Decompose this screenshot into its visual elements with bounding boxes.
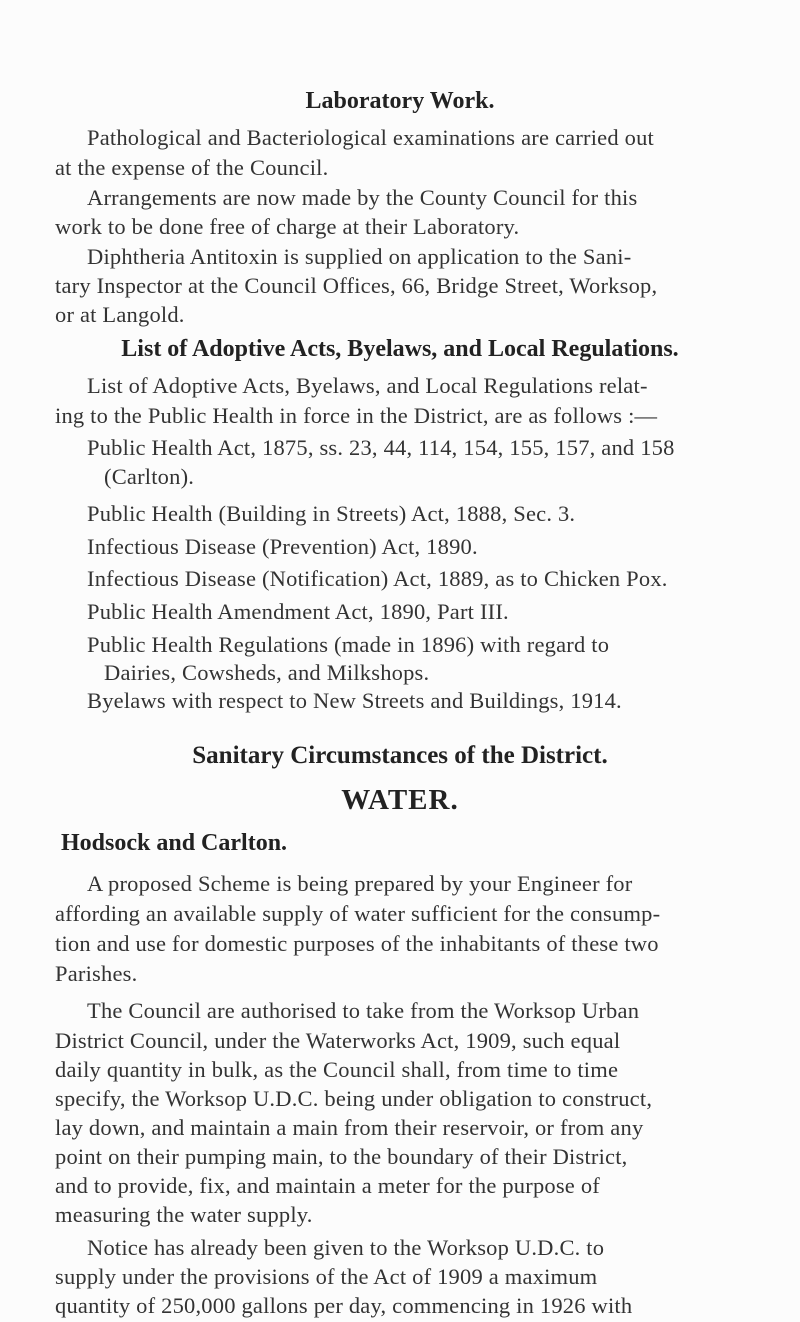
water-para2-line4: specify, the Worksop U.D.C. being under obligation to construct, xyxy=(55,1086,653,1111)
water-para1-line3: tion and use for domestic purposes of the inhabitants of these two xyxy=(55,931,659,956)
lab-para3-line1: Diphtheria Antitoxin is supplied on application to the Sani- xyxy=(87,244,632,269)
act-item-6-line1: Public Health Regulations (made in 1896) with regard to xyxy=(87,632,610,657)
lab-para2-line1: Arrangements are now made by the County Council for this xyxy=(87,185,638,210)
water-para2-line5: lay down, and maintain a main from their reservoir, or from any xyxy=(55,1115,644,1140)
water-para2-line6: point on their pumping main, to the boundary of their District, xyxy=(55,1144,628,1169)
acts-intro-line1: List of Adoptive Acts, Byelaws, and Local Regulations relat- xyxy=(87,373,648,398)
water-para3-line2: supply under the provisions of the Act of 1909 a maximum xyxy=(55,1264,598,1289)
lab-para3-line3: or at Langold. xyxy=(55,302,185,327)
water-para1-line2: affording an available supply of water sufficient for the consump- xyxy=(55,901,661,926)
water-para2-line8: measuring the water supply. xyxy=(55,1202,313,1227)
water-para3-line3: quantity of 250,000 gallons per day, commencing in 1926 with xyxy=(55,1293,633,1318)
water-para2-line2: District Council, under the Waterworks Act, 1909, such equal xyxy=(55,1028,621,1053)
water-para1-line4: Parishes. xyxy=(55,961,138,986)
lab-para3-line2: tary Inspector at the Council Offices, 66, Bridge Street, Worksop, xyxy=(55,273,658,298)
water-para2-line7: and to provide, fix, and maintain a meter for the purpose of xyxy=(55,1173,600,1198)
heading-adoptive-acts: List of Adoptive Acts, Byelaws, and Local Regulations. xyxy=(121,336,679,362)
act-item-6-line2: Dairies, Cowsheds, and Milkshops. xyxy=(104,660,430,685)
water-para2-line1: The Council are authorised to take from the Worksop Urban xyxy=(87,998,640,1023)
act-item-4: Infectious Disease (Notification) Act, 1889, as to Chicken Pox. xyxy=(87,566,668,591)
lab-para1-line2: at the expense of the Council. xyxy=(55,155,329,180)
act-item-2: Public Health (Building in Streets) Act, 1888, Sec. 3. xyxy=(87,501,576,526)
heading-sanitary-circumstances: Sanitary Circumstances of the District. xyxy=(192,742,608,769)
act-item-1-line2: (Carlton). xyxy=(104,464,195,489)
act-item-3: Infectious Disease (Prevention) Act, 1890. xyxy=(87,534,478,559)
heading-laboratory-work: Laboratory Work. xyxy=(305,88,495,114)
water-para2-line3: daily quantity in bulk, as the Council shall, from time to time xyxy=(55,1057,619,1082)
water-para1-line1: A proposed Scheme is being prepared by your Engineer for xyxy=(87,871,633,896)
heading-water: WATER. xyxy=(341,784,459,816)
heading-hodsock-carlton: Hodsock and Carlton. xyxy=(61,830,288,856)
water-para3-line1: Notice has already been given to the Worksop U.D.C. to xyxy=(87,1235,605,1260)
act-item-7: Byelaws with respect to New Streets and Buildings, 1914. xyxy=(87,688,622,713)
act-item-1-line1: Public Health Act, 1875, ss. 23, 44, 114, 154, 155, 157, and 158 xyxy=(87,435,675,460)
lab-para1-line1: Pathological and Bacteriological examinations are carried out xyxy=(87,125,654,150)
acts-intro-line2: ing to the Public Health in force in the District, are as follows :— xyxy=(55,403,658,428)
lab-para2-line2: work to be done free of charge at their Laboratory. xyxy=(55,214,520,239)
act-item-5: Public Health Amendment Act, 1890, Part III. xyxy=(87,599,509,624)
